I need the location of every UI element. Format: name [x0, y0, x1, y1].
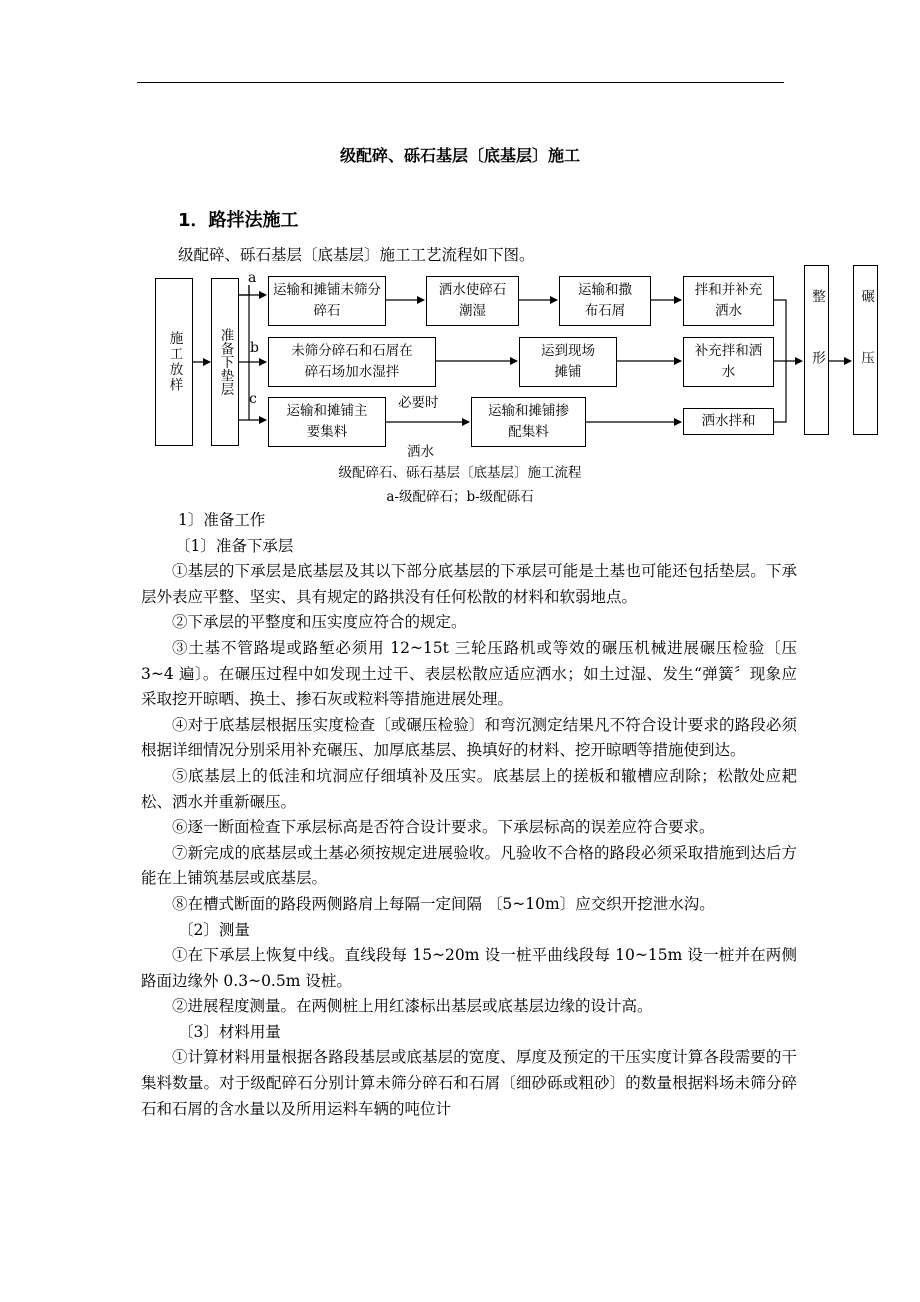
- flow-box-b3: 补充拌和洒水: [683, 337, 774, 387]
- flow-box-prepare-bed: 准备下垫层: [211, 278, 239, 446]
- paragraph: ①基层的下承层是底基层及其以下部分底基层的下承层可能是土基也可能还包括垫层。下承层外表应平整、坚实、具有规定的路拱没有任何松散的材料和软弱地点。: [141, 562, 797, 606]
- branch-label-b: b: [250, 340, 259, 356]
- flow-box-b1: 未筛分碎石和石屑在碎石场加水湿拌: [268, 337, 436, 387]
- paragraph: ③土基不管路堤或路堑必须用 12~15t 三轮压路机或等效的碾压机械进展碾压检验〔压 3~4 遍〕。在碾压过程中如发现土过干、表层松散应适应洒水；如土过湿、发生“弹簧〞现象应采取挖开晾晒、换土、掺石灰或粒料等措施进展处理。: [141, 638, 797, 709]
- branch-label-a: a: [248, 270, 257, 286]
- flow-box-a4: 拌和并补充洒水: [683, 276, 774, 326]
- flow-caption: 级配碎石、砾石基层〔底基层〕施工流程: [338, 465, 582, 481]
- flow-note-water: 洒水: [407, 444, 434, 460]
- body-text: [141, 508, 797, 1122]
- paragraph: ⑥逐一断面检查下承层标高是否符合设计要求。下承层标高的误差应符合要求。: [172, 818, 715, 837]
- page-title: 级配碎、砾石基层〔底基层〕施工: [339, 146, 580, 165]
- flow-connectors: [0, 0, 920, 520]
- paragraph: ②进展程度测量。在两侧桩上用红漆标出基层或底基层边缘的设计高。: [172, 997, 653, 1016]
- paragraph: ①计算材料用量根据各路段基层或底基层的宽度、厚度及预定的干压实度计算各段需要的干集料数量。对于级配碎石分别计算未筛分碎石和石屑〔细砂砾或粗砂〕的数量根据料场未筛分碎石和石屑的含水量以及所用运料车辆的吨位计: [141, 1048, 797, 1118]
- flow-box-c3: 洒水拌和: [683, 408, 774, 435]
- flow-box-a2: 洒水使碎石潮湿: [426, 276, 519, 326]
- paragraph: 〔2〕测量: [178, 920, 250, 939]
- flow-box-survey: 施工放样: [155, 278, 193, 446]
- intro-text: 级配碎、砾石基层〔底基层〕施工工艺流程如下图。: [178, 246, 535, 264]
- flow-caption-legend: a-级配碎石；b-级配砾石: [386, 489, 534, 505]
- flow-note-necessary: 必要时: [398, 395, 439, 411]
- flow-box-c2: 运输和摊铺掺配集料: [471, 397, 586, 447]
- branch-a-line: [239, 285, 249, 295]
- branch-label-c: c: [249, 391, 257, 407]
- paragraph: 1〕准备工作: [178, 511, 266, 529]
- flow-box-a1: 运输和摊铺未筛分碎石: [268, 276, 386, 326]
- flow-box-a3: 运输和撒布石屑: [559, 276, 651, 326]
- paragraph: ⑧在槽式断面的路段两侧路肩上每隔一定间隔 〔5~10m〕应交织开挖泄水沟。: [172, 894, 715, 913]
- flow-box-shaping: 整形: [804, 265, 829, 435]
- paragraph: ④对于底基层根据压实度检查〔或碾压检验〕和弯沉测定结果凡不符合设计要求的路段必须根据详细情况分别采用补充碾压、加厚底基层、换填好的材料、挖开晾晒等措施使到达。: [141, 715, 797, 760]
- paragraph: 〔1〕准备下承层: [175, 536, 294, 555]
- flow-box-c1: 运输和摊铺主要集料: [268, 397, 386, 447]
- flow-box-b2: 运到现场摊铺: [519, 337, 617, 387]
- paragraph: ⑤底基层上的低洼和坑洞应仔细填补及压实。底基层上的搓板和辙槽应刮除；松散处应耙松、洒水并重新碾压。: [141, 766, 797, 811]
- paragraph: ⑦新完成的底基层或土基必须按规定进展验收。凡验收不合格的路段必须采取措施到达后方能在上铺筑基层或底基层。: [141, 843, 797, 888]
- flow-box-compaction: 碾压: [853, 265, 878, 435]
- paragraph: ②下承层的平整度和压实度应符合的规定。: [172, 613, 467, 632]
- section-heading: 1．路拌法施工: [178, 210, 299, 231]
- paragraph: 〔3〕材料用量: [178, 1022, 281, 1041]
- paragraph: ①在下承层上恢复中线。直线段每 15~20m 设一桩平曲线段每 10~15m 设一桩并在两侧路面边缘外 0.3~0.5m 设桩。: [141, 946, 797, 990]
